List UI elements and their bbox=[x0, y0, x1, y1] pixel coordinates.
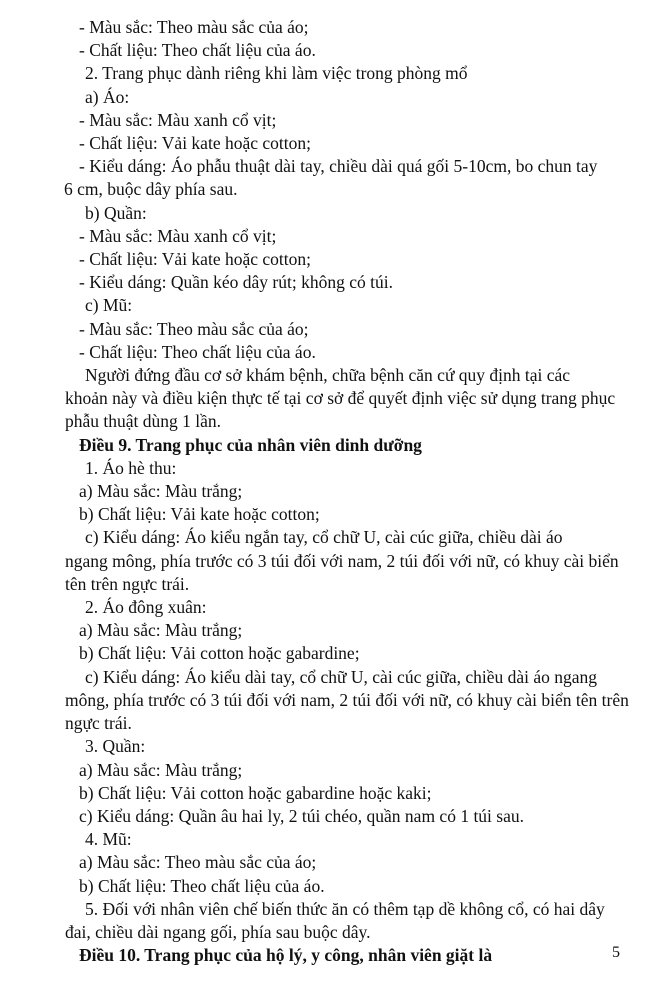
text-line: 6 cm, buộc dây phía sau. bbox=[64, 179, 238, 200]
text-line: - Màu sắc: Theo màu sắc của áo; bbox=[79, 17, 309, 37]
paragraph-line: phẫu thuật dùng 1 lần. bbox=[65, 411, 222, 432]
paragraph-line: mông, phía trước có 3 túi đối với nam, 2 túi đối với nữ, có khuy cài biển tên trên bbox=[65, 689, 629, 710]
text-line: c) Kiểu dáng: Quần âu hai ly, 2 túi chéo, quần nam có 1 túi sau. bbox=[79, 805, 524, 826]
subsection-label: b) Quần: bbox=[85, 202, 147, 223]
text-line: - Chất liệu: Vải kate hoặc cotton; bbox=[79, 133, 311, 154]
paragraph-line: đai, chiều dài ngang gối, phía sau buộc dây. bbox=[65, 921, 371, 942]
paragraph-line: c) Kiểu dáng: Áo kiểu dài tay, cổ chữ U, cài cúc giữa, chiều dài áo ngang bbox=[85, 666, 598, 687]
paragraph-line: c) Kiểu dáng: Áo kiểu ngắn tay, cổ chữ U, cài cúc giữa, chiều dài áo bbox=[85, 527, 563, 548]
text-line: - Màu sắc: Theo màu sắc của áo; bbox=[79, 318, 309, 339]
paragraph-line: 5. Đối với nhân viên chế biến thức ăn có thêm tạp dề không cổ, có hai dây bbox=[85, 898, 605, 919]
page-number: 5 bbox=[612, 944, 620, 961]
text-line: b) Chất liệu: Theo chất liệu của áo. bbox=[79, 875, 325, 896]
article-heading: Điều 10. Trang phục của hộ lý, y công, nhân viên giặt là bbox=[79, 945, 493, 966]
text-line: - Chất liệu: Theo chất liệu của áo. bbox=[79, 40, 316, 61]
section-heading: 2. Trang phục dành riêng khi làm việc trong phòng mổ bbox=[85, 63, 468, 84]
article-heading: Điều 9. Trang phục của nhân viên dinh dưỡng bbox=[79, 434, 422, 455]
text-line: b) Chất liệu: Vải cotton hoặc gabardine hoặc kaki; bbox=[79, 782, 432, 803]
text-line: b) Chất liệu: Vải kate hoặc cotton; bbox=[79, 504, 320, 525]
subsection-label: c) Mũ: bbox=[85, 295, 133, 316]
text-line: b) Chất liệu: Vải cotton hoặc gabardine; bbox=[79, 643, 360, 664]
text-line: - Chất liệu: Theo chất liệu của áo. bbox=[79, 341, 316, 362]
section-heading: 1. Áo hè thu: bbox=[85, 457, 177, 478]
paragraph-line: tên trên ngực trái. bbox=[65, 573, 190, 594]
document-page bbox=[64, 16, 629, 967]
text-line: - Kiểu dáng: Quần kéo dây rút; không có túi. bbox=[79, 272, 393, 293]
paragraph-line: khoản này và điều kiện thực tế tại cơ sở để quyết định việc sử dụng trang phục bbox=[65, 388, 616, 409]
text-line: - Màu sắc: Màu xanh cổ vịt; bbox=[79, 225, 277, 246]
section-heading: 3. Quần: bbox=[85, 736, 146, 757]
subsection-label: a) Áo: bbox=[85, 86, 130, 107]
text-line: a) Màu sắc: Màu trắng; bbox=[79, 481, 243, 502]
text-line: a) Màu sắc: Theo màu sắc của áo; bbox=[79, 852, 317, 873]
paragraph-line: ngực trái. bbox=[65, 713, 132, 734]
section-heading: 2. Áo đông xuân: bbox=[85, 597, 207, 618]
text-line: - Kiểu dáng: Áo phẫu thuật dài tay, chiều dài quá gối 5-10cm, bo chun tay bbox=[79, 156, 598, 177]
text-line: - Chất liệu: Vải kate hoặc cotton; bbox=[79, 249, 311, 270]
paragraph-line: ngang mông, phía trước có 3 túi đối với nam, 2 túi đối với nữ, có khuy cài biển bbox=[65, 550, 619, 571]
text-line: - Màu sắc: Màu xanh cổ vịt; bbox=[79, 109, 277, 130]
text-line: a) Màu sắc: Màu trắng; bbox=[79, 620, 243, 641]
text-line: a) Màu sắc: Màu trắng; bbox=[79, 759, 243, 780]
paragraph-line: Người đứng đầu cơ sở khám bệnh, chữa bệnh căn cứ quy định tại các bbox=[85, 365, 571, 386]
section-heading: 4. Mũ: bbox=[85, 829, 132, 850]
